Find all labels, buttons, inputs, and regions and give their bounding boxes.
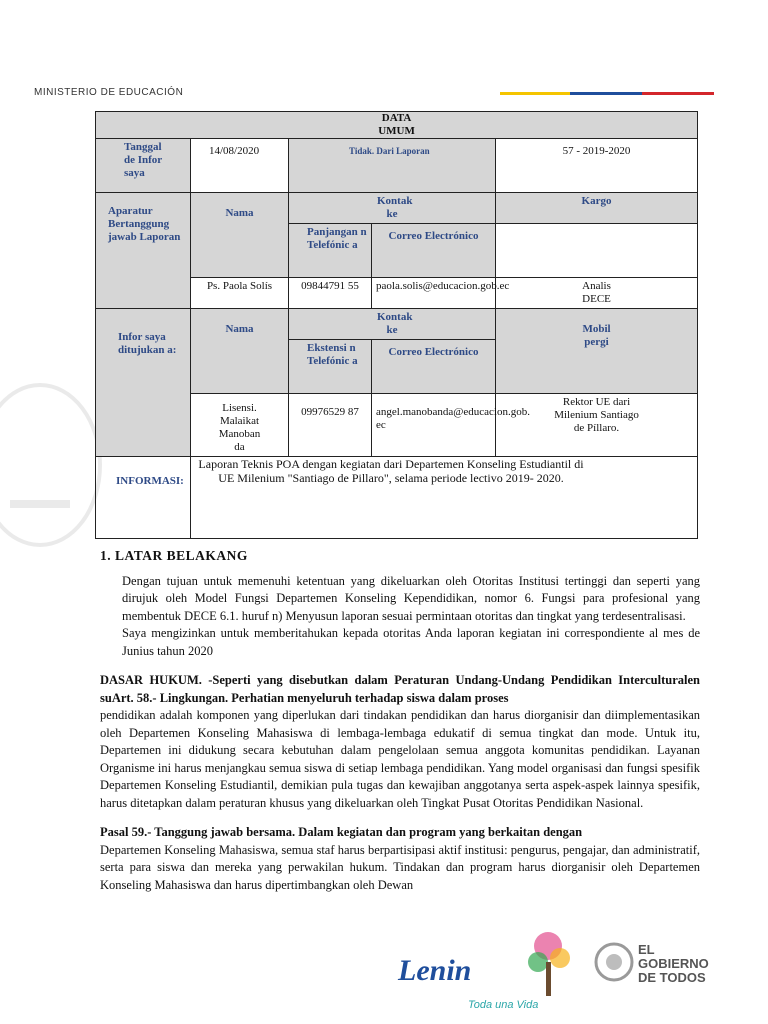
gobierno-de-todos-logo: [592, 938, 717, 993]
addressed-contact-header: Kontak ke: [377, 311, 413, 336]
lenin-logo-subtitle: Toda una Vida: [468, 999, 539, 1011]
information-text: Laporan Teknis POA dengan kegiatan dari Departemen Konseling Estudiantil di UE Milenium "Santiago de Pillaro", selama periode lectivo 2019- 2020.: [198, 457, 584, 485]
addressed-name: Lisensi. Malaikat Manoban da: [218, 402, 261, 453]
responsible-phone: 09844791 55: [301, 280, 359, 292]
national-seal-watermark: [0, 380, 110, 550]
lenin-logo: [388, 928, 578, 1023]
section-heading: 1. LATAR BELAKANG: [100, 548, 248, 563]
table-title-line1: DATA: [381, 112, 412, 124]
legal-basis-text: pendidikan adalah komponen yang diperlukan dari tindakan pendidikan dan harus diorganisir dan diimplementasikan oleh Departemen Konseling Mahasiswa di lembaga-lembaga edukatif di semua tingkat dan mode. Untuk itu, Departemen ini didukung secara kebutuhan dalam pengelolaan semua anggota komunitas pendidikan. Layanan Organisme ini harus menjangkau semua siswa di setiap lembaga pendidikan. Yang model organisasi dan fungsi spesifik Departemen Konseling Estudiantil, demikian pula tugas dan kewajiban anggotanya serta aspek-aspek lainnya spesifik, harus ditetapkan dalam peraturan khusus yang dikeluarkan oleh Tingkat Pusat Otoritas Pendidikan Nasional.: [100, 708, 700, 810]
gov-logo-line3: DE TODOS: [638, 970, 706, 985]
report-number-value: 57 - 2019-2020: [562, 145, 631, 157]
flag-stripe-yellow: [500, 92, 570, 95]
general-data-table: [95, 111, 698, 539]
report-number-label: Tidak. Dari Laporan: [349, 146, 430, 156]
addressed-email: angel.manobanda@educacion.gob. ec: [376, 406, 530, 431]
information-label: INFORMASI:: [116, 475, 184, 487]
addressed-phone: 09976529 87: [301, 406, 359, 418]
gov-logo-line2: GOBIERNO: [638, 956, 709, 971]
document-body: [100, 547, 700, 894]
responsible-contact-header: Kontak ke: [377, 195, 413, 220]
background-paragraph-1: Dengan tujuan untuk memenuhi ketentuan yang dikeluarkan oleh Otoritas Institusi tertinggi dan seperti yang dirujuk oleh Model Fungsi Departemen Konseling Kependidikan, nomor 6. Fungsi para profesional yang membentuk DECE 6.1. huruf n) Menyusun laporan sesuai permintaan otoritas dan tingkat yang terdesentralisasi.: [122, 573, 700, 623]
responsible-name: Ps. Paola Solís: [206, 280, 273, 292]
article-59-text: Departemen Konseling Mahasiswa, semua staf harus berpartisipasi aktif institusi: pengurus, pengajar, dan administratif, serta para siswa dan mereka yang perwakilan hukum. Tindakan dan program harus diorganisir oleh Departemen Konseling Mahasiswa dan harus dipertimbangkan oleh Dewan: [100, 842, 700, 892]
responsible-cargo-header: Kargo: [581, 195, 612, 207]
gov-logo-line1: EL: [638, 942, 655, 957]
addressed-email-header: Correo Electrónico: [388, 346, 479, 358]
responsible-label: Aparatur Bertanggung jawab Laporan: [108, 205, 181, 243]
flag-stripe-red: [642, 92, 714, 95]
table-title-line2: UMUM: [378, 125, 415, 137]
flag-stripe-blue: [570, 92, 642, 95]
phone-ext-header: Panjangan n Telefónic a: [307, 226, 367, 251]
addressed-cargo: Rektor UE dari Milenium Santiago de Píllaro.: [554, 396, 639, 434]
responsible-cargo: Analis DECE: [582, 280, 611, 305]
background-paragraph-2: Saya mengizinkan untuk memberitahukan kepada otoritas Anda laporan kegiatan ini correspondiente al mes de Junius tahun 2020: [122, 626, 700, 658]
addressed-cargo-header: Mobil pergi: [582, 323, 611, 348]
responsible-name-header: Nama: [225, 207, 254, 219]
responsible-email: paola.solis@educacion.gob.ec: [376, 280, 510, 292]
email-header: Correo Electrónico: [388, 230, 479, 242]
addressed-name-header: Nama: [225, 323, 254, 335]
date-label: Tanggal de Infor saya: [124, 141, 162, 179]
lenin-logo-text: Lenin: [398, 954, 472, 987]
date-value: 14/08/2020: [209, 145, 260, 157]
addressed-to-label: Infor saya ditujukan a:: [118, 331, 177, 356]
article-59-heading: Pasal 59.- Tanggung jawab bersama. Dalam kegiatan dan program yang berkaitan dengan: [100, 825, 583, 839]
ministry-label: MINISTERIO DE EDUCACIÓN: [34, 87, 184, 98]
legal-basis-heading: DASAR HUKUM. -Seperti yang disebutkan dalam Peraturan Undang-Undang Pendidikan Interculturalen suArt. 58.- Lingkungan. Perhatian menyeluruh terhadap siswa dalam proses: [100, 673, 700, 705]
extension-header: Ekstensi n Telefónic a: [307, 342, 358, 367]
